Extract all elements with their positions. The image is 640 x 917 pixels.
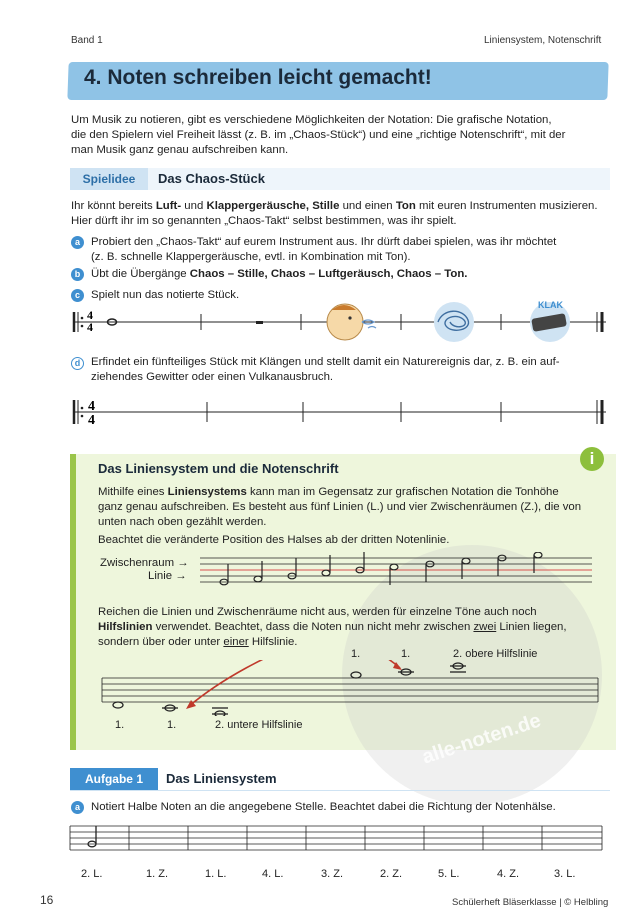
- aufgabe-a-badge: a: [71, 801, 84, 814]
- repeat-dot: [81, 415, 84, 418]
- whole-note: [113, 702, 123, 708]
- half-note: [390, 564, 398, 570]
- repeat-dot: [81, 325, 84, 328]
- spielidee-line: Hier dürft ihr im so genannten „Chaos-Takt“ selbst bestimmen, was ihr spielt.: [71, 215, 457, 227]
- item-c-badge: c: [71, 289, 84, 302]
- pointer-arrow-left: [188, 660, 312, 707]
- exercise-staff: [68, 822, 604, 856]
- clapper-icon: [530, 300, 570, 342]
- aufgabe-tag: Aufgabe 1: [70, 768, 158, 790]
- item-d-line: Erfindet ein fünfteiliges Stück mit Klängen und stellt damit ein Naturereignis dar, z. B. ein auf-: [91, 356, 560, 368]
- below-label-1b: 1.: [167, 719, 177, 731]
- time-sig-top: 4: [88, 399, 95, 414]
- info-icon: i: [580, 447, 604, 471]
- info-line: Mithilfe eines Liniensystems kann man im Gegensatz zur grafischen Notation die Tonhöhe: [98, 486, 559, 498]
- ledger-staff: [100, 660, 600, 716]
- intro-line: die den Spielern viel Freiheit lässt (z. B. im „Chaos-Stück“) und eine „richtige Notenschrift“, mit der: [71, 129, 566, 141]
- aufgabe-underline: [70, 790, 610, 791]
- page-number: 16: [40, 893, 54, 907]
- below-label-2: 2. untere Hilfslinie: [215, 719, 303, 731]
- spielidee-title: Das Chaos-Stück: [158, 171, 265, 186]
- publisher-credit: Schülerheft Bläserklasse | © Helbling: [452, 897, 609, 908]
- spielidee-tag: Spielidee: [70, 168, 148, 190]
- info-line: ganz genau aufschreiben. Es besteht aus fünf Linien (L.) und vier Zwischenräumen (Z.), die von: [98, 501, 582, 513]
- section-label: Liniensystem, Notenschrift: [484, 35, 602, 46]
- pointer-arrow-right: [314, 660, 400, 668]
- band-label: Band 1: [71, 35, 103, 46]
- info-title: Das Liniensystem und die Notenschrift: [98, 461, 339, 476]
- position-label: 3. Z.: [321, 868, 344, 880]
- half-note: [254, 576, 262, 582]
- info-line: sondern über oder unter einer Hilfslinie.: [98, 636, 298, 648]
- info-line: Hilfslinien verwendet. Beachtet, dass die Noten nun nicht mehr zwischen zwei Linien liegen,: [98, 621, 567, 633]
- item-a-line: Probiert den „Chaos-Takt“ auf eurem Instrument aus. Ihr dürft dabei spielen, was ihr möchtet: [91, 236, 557, 248]
- info-line: unten nach oben gezählt werden.: [98, 516, 267, 528]
- zwischenraum-label: Zwischenraum →: [100, 557, 189, 569]
- position-label: 5. L.: [438, 868, 460, 880]
- linie-label: Linie →: [148, 570, 187, 582]
- position-label: 2. Z.: [380, 868, 403, 880]
- chaos-scribble-icon: [434, 302, 474, 342]
- time-sig-top: 4: [87, 308, 93, 322]
- below-label-1: 1.: [115, 719, 125, 731]
- composition-staff: [70, 390, 610, 434]
- note-staff: [196, 552, 596, 592]
- spielidee-line: Ihr könnt bereits Luft- und Klappergeräusche, Stille und einen Ton mit euren Instrumenten musizieren.: [71, 200, 598, 212]
- item-d-line: ziehendes Gewitter oder einen Vulkanausbruch.: [91, 371, 334, 383]
- spielidee-header: [70, 168, 610, 190]
- item-a-line: (z. B. schnelle Klappergeräusche, evtl. in Kombination mit Ton).: [91, 251, 411, 263]
- item-d-badge: d: [71, 357, 84, 370]
- item-c-text: Spielt nun das notierte Stück.: [91, 289, 240, 301]
- time-sig-bottom: 4: [88, 413, 95, 428]
- item-b-badge: b: [71, 268, 84, 281]
- rest-symbol: [256, 321, 263, 324]
- aufgabe-title: Das Liniensystem: [166, 771, 277, 786]
- item-d-text: [91, 355, 611, 385]
- position-label: 3. L.: [554, 868, 576, 880]
- above-label-1: 1.: [351, 648, 361, 660]
- info-paragraph-2: Beachtet die veränderte Position des Halses ab der dritten Notenlinie.: [98, 534, 450, 546]
- aufgabe-a-text: Notiert Halbe Noten an die angegebene Stelle. Beachtet dabei die Richtung der Notenhälse.: [91, 801, 556, 813]
- half-note: [462, 558, 470, 564]
- intro-line: man Musik ganz genau aufschreiben kann.: [71, 144, 289, 156]
- whole-note: [351, 672, 361, 678]
- watermark-text: alle-noten.de: [419, 709, 544, 769]
- chaos-staff: [70, 300, 610, 348]
- spielidee-text: [71, 199, 616, 229]
- item-a-badge: a: [71, 236, 84, 249]
- above-label-1b: 1.: [401, 648, 411, 660]
- repeat-dot: [81, 317, 84, 320]
- item-b-text: Übt die Übergänge Chaos – Stille, Chaos – Luftgeräusch, Chaos – Ton.: [91, 268, 468, 280]
- info-paragraph-3: [98, 605, 610, 650]
- time-sig-bottom: 4: [87, 320, 93, 334]
- position-label: 4. L.: [262, 868, 284, 880]
- above-label-2: 2. obere Hilfslinie: [453, 648, 538, 660]
- repeat-dot: [81, 407, 84, 410]
- item-a-text: [91, 235, 611, 265]
- position-label: 4. Z.: [497, 868, 520, 880]
- info-line: Reichen die Linien und Zwischenräume nicht aus, werden für einzelne Töne auch noch: [98, 606, 537, 618]
- info-paragraph-1: [98, 485, 608, 530]
- half-note: [322, 570, 330, 576]
- position-label: 1. Z.: [146, 868, 169, 880]
- intro-line: Um Musik zu notieren, gibt es verschiedene Möglichkeiten der Notation: Die grafische Notation,: [71, 114, 552, 126]
- klak-label: KLAK: [538, 300, 563, 310]
- position-label: 2. L.: [81, 868, 103, 880]
- intro-paragraph: [71, 113, 611, 158]
- half-note: [534, 552, 542, 558]
- page-title: 4. Noten schreiben leicht gemacht!: [84, 66, 432, 89]
- position-label: 1. L.: [205, 868, 227, 880]
